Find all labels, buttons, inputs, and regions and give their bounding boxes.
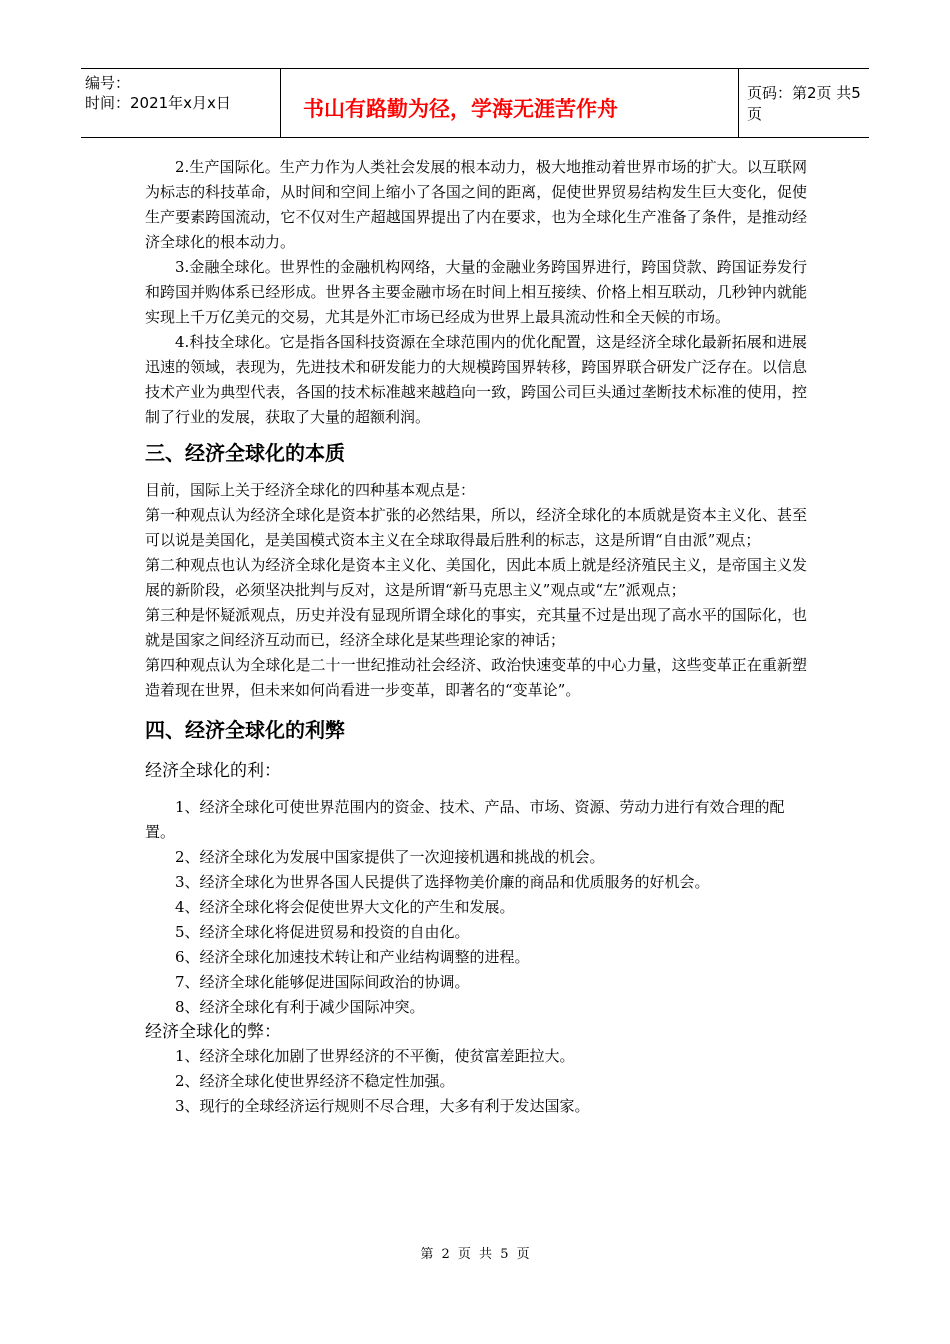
paragraph: 4.科技全球化。它是指各国科技资源在全球范围内的优化配置，这是经济全球化最新拓展和进展迅速的领域，表现为，先进技术和研发能力的大规模跨国界转移，跨国界联合研发广泛存在。以信息技术产业为典型代表，各国的技术标准越来越趋向一致，跨国公司巨头通过垄断技术标准的使用，控制了行业的发展，获取了大量的超额利润。 bbox=[145, 333, 807, 426]
header-meta bbox=[81, 69, 280, 137]
list-item: 3、经济全球化为世界各国人民提供了选择物美价廉的商品和优质服务的好机会。 bbox=[175, 873, 710, 891]
list-item: 2、经济全球化为发展中国家提供了一次迎接机遇和挑战的机会。 bbox=[175, 848, 605, 866]
page-footer: 第 2 页 共 5 页 bbox=[420, 1247, 530, 1262]
view-paragraph: 第四种观点认为全球化是二十一世纪推动社会经济、政治快速变革的中心力量，这些变革正在重新塑造着现在世界，但未来如何尚看进一步变革，即著名的“变革论”。 bbox=[145, 656, 807, 699]
date-label: 时间：2021年x月x日 bbox=[85, 94, 231, 112]
list-item: 6、经济全球化加速技术转让和产业结构调整的进程。 bbox=[175, 948, 530, 966]
pros-title: 经济全球化的利： bbox=[145, 761, 281, 781]
section-heading: 三、经济全球化的本质 bbox=[145, 441, 345, 465]
document-body bbox=[145, 155, 807, 1119]
paragraph: 3.金融全球化。世界性的金融机构网络，大量的金融业务跨国界进行，跨国贷款、跨国证券发行和跨国并购体系已经形成。世界各主要金融市场在时间上相互接续、价格上相互联动，几秒钟内就能实现上千万亿美元的交易，尤其是外汇市场已经成为世界上最具流动性和全天候的市场。 bbox=[145, 258, 807, 326]
list-item: 4、经济全球化将会促使世界大文化的产生和发展。 bbox=[175, 898, 515, 916]
list-item: 8、经济全球化有利于减少国际冲突。 bbox=[175, 998, 425, 1016]
section-intro: 目前，国际上关于经济全球化的四种基本观点是： bbox=[145, 481, 476, 499]
view-paragraph: 第一种观点认为经济全球化是资本扩张的必然结果，所以，经济全球化的本质就是资本主义化、甚至可以说是美国化，是美国模式资本主义在全球取得最后胜利的标志，这是所谓“自由派”观点； bbox=[145, 506, 807, 549]
list-item: 1、经济全球化加剧了世界经济的不平衡，使贫富差距拉大。 bbox=[175, 1047, 575, 1065]
view-paragraph: 第二种观点也认为经济全球化是资本主义化、美国化，因此本质上就是经济殖民主义，是帝国主义发展的新阶段，必须坚决批判与反对，这是所谓“新马克思主义”观点或“左”派观点； bbox=[145, 556, 807, 599]
list-item: 5、经济全球化将促进贸易和投资的自由化。 bbox=[175, 923, 470, 941]
list-item: 2、经济全球化使世界经济不稳定性加强。 bbox=[175, 1072, 455, 1090]
section-heading: 四、经济全球化的利弊 bbox=[145, 718, 345, 742]
header-motto-cell bbox=[280, 69, 739, 137]
list-item: 1、经济全球化可使世界范围内的资金、技术、产品、市场、资源、劳动力进行有效合理的配置。 bbox=[145, 798, 785, 841]
list-item: 7、经济全球化能够促进国际间政治的协调。 bbox=[175, 973, 470, 991]
view-paragraph: 第三种是怀疑派观点，历史并没有显现所谓全球化的事实，充其量不过是出现了高水平的国际化，也就是国家之间经济互动而已，经济全球化是某些理论家的神话； bbox=[145, 606, 807, 649]
header-page-cell bbox=[739, 69, 869, 137]
motto: 书山有路勤为径，学海无涯苦作舟 bbox=[303, 97, 618, 121]
list-item: 3、现行的全球经济运行规则不尽合理，大多有利于发达国家。 bbox=[175, 1097, 590, 1115]
page-label: 页码：第2页 共5页 bbox=[747, 84, 861, 123]
cons-title: 经济全球化的弊： bbox=[145, 1022, 281, 1042]
serial-label: 编号： bbox=[85, 74, 131, 92]
page-header bbox=[81, 68, 869, 138]
paragraph: 2.生产国际化。生产力作为人类社会发展的根本动力，极大地推动着世界市场的扩大。以互联网为标志的科技革命，从时间和空间上缩小了各国之间的距离，促使世界贸易结构发生巨大变化，促使生产要素跨国流动，它不仅对生产超越国界提出了内在要求，也为全球化生产准备了条件，是推动经济全球化的根本动力。 bbox=[145, 158, 807, 251]
